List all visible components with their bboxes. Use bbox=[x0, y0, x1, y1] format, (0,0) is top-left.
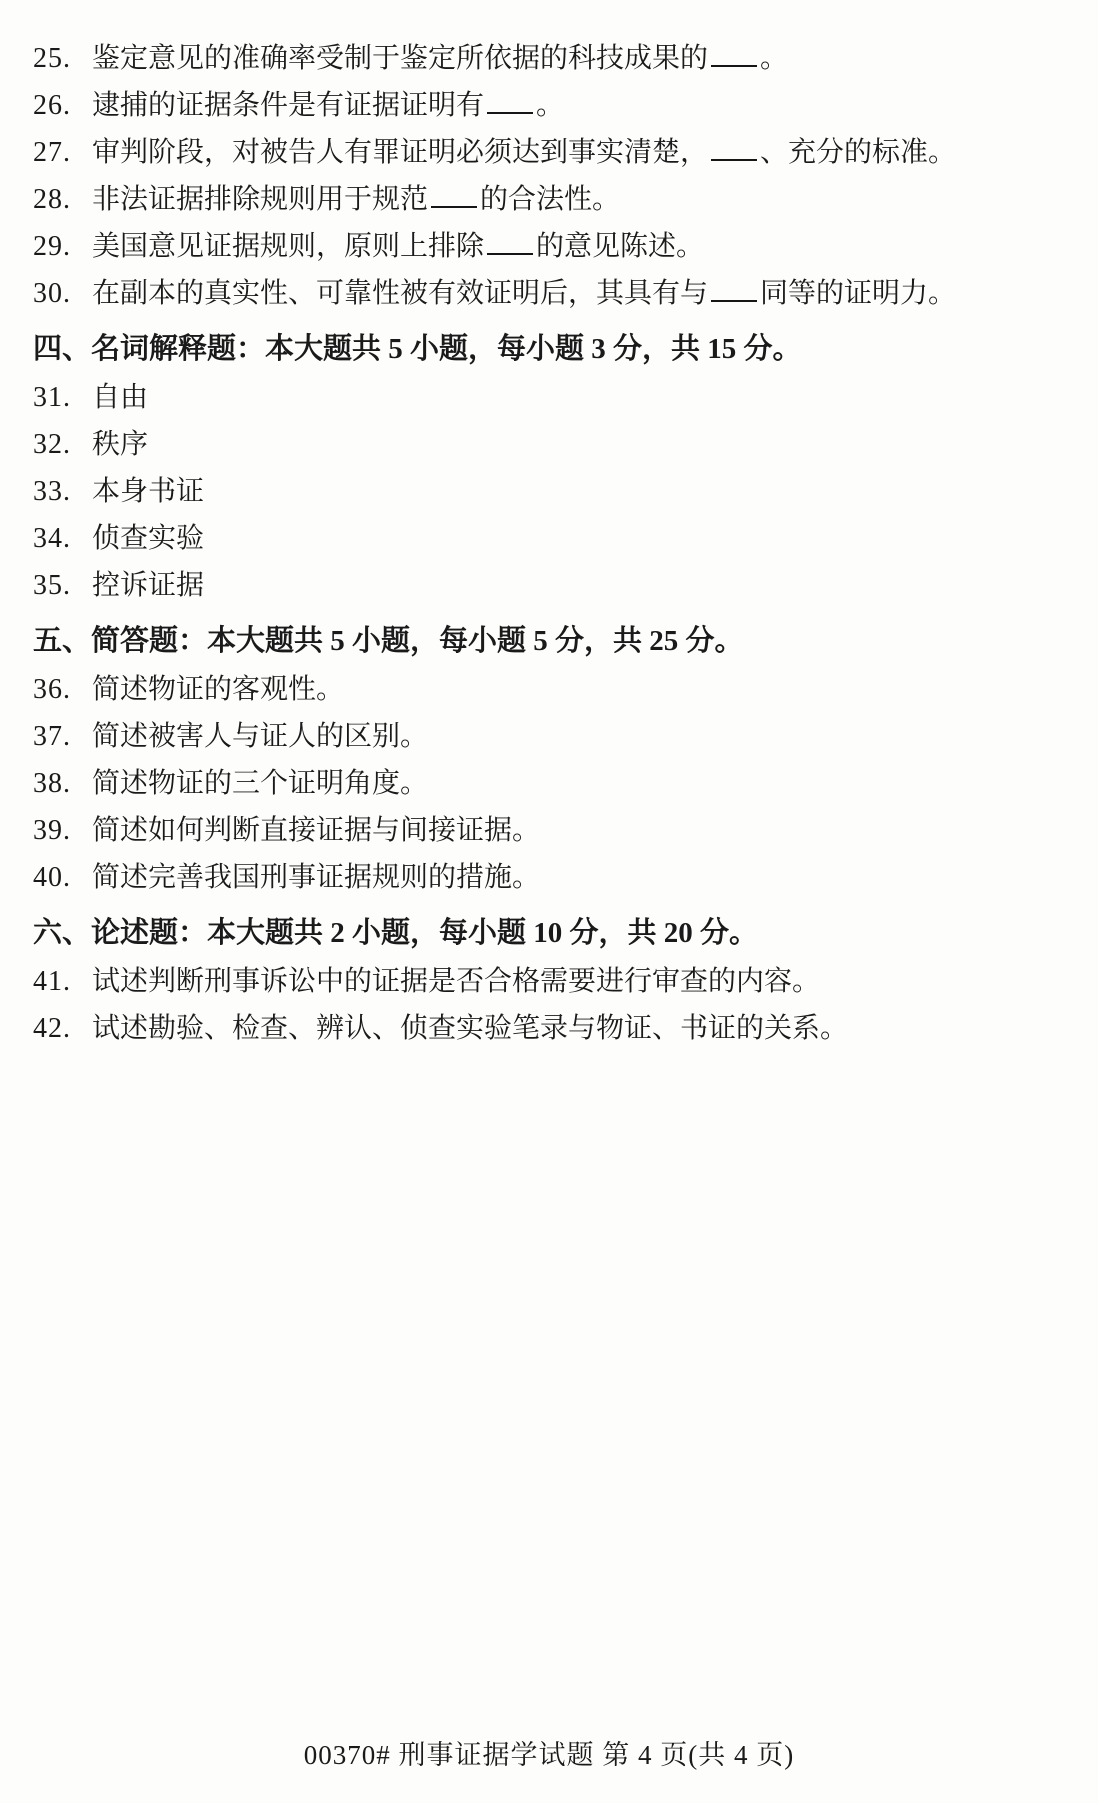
answer-blank bbox=[487, 107, 533, 114]
question-37 bbox=[33, 722, 1062, 752]
question-35 bbox=[33, 571, 1062, 601]
question-number: 29. bbox=[33, 231, 71, 262]
question-32 bbox=[33, 430, 1062, 460]
question-30 bbox=[33, 279, 1062, 309]
question-number: 35. bbox=[33, 570, 71, 601]
question-number: 26. bbox=[33, 90, 71, 121]
question-40 bbox=[33, 863, 1062, 893]
question-text-pre: 美国意见证据规则，原则上排除 bbox=[92, 231, 485, 262]
question-text-post: 。 bbox=[760, 43, 789, 74]
question-26 bbox=[33, 91, 1062, 121]
question-text-pre: 逮捕的证据条件是有证据证明有 bbox=[92, 90, 485, 121]
question-number: 25. bbox=[33, 43, 71, 74]
question-36 bbox=[33, 675, 1062, 705]
question-text-pre: 在副本的真实性、可靠性被有效证明后，其具有与 bbox=[92, 278, 709, 309]
question-number: 33. bbox=[33, 476, 71, 507]
question-number: 34. bbox=[33, 523, 71, 554]
question-text-post: 的合法性。 bbox=[480, 184, 621, 215]
question-29 bbox=[33, 232, 1062, 262]
answer-blank bbox=[711, 295, 757, 302]
section-heading-definitions: 四、名词解释题：本大题共 5 小题，每小题 3 分，共 15 分。 bbox=[33, 333, 802, 365]
question-number: 32. bbox=[33, 429, 71, 460]
question-28 bbox=[33, 185, 1062, 215]
question-text-pre: 审判阶段，对被告人有罪证明必须达到事实清楚， bbox=[92, 137, 709, 168]
question-text-post: 的意见陈述。 bbox=[536, 231, 705, 262]
question-text bbox=[92, 279, 1062, 309]
question-text-post: 同等的证明力。 bbox=[760, 278, 957, 309]
question-42 bbox=[33, 1014, 1062, 1044]
question-number: 41. bbox=[33, 966, 71, 997]
question-31 bbox=[33, 383, 1062, 413]
question-text: 简述物证的客观性。 bbox=[92, 674, 345, 705]
question-number: 36. bbox=[33, 674, 71, 705]
question-41 bbox=[33, 967, 1062, 997]
question-text: 本身书证 bbox=[92, 476, 205, 507]
question-25 bbox=[33, 44, 1062, 74]
question-text: 试述判断刑事诉讼中的证据是否合格需要进行审查的内容。 bbox=[92, 966, 821, 997]
question-text: 侦查实验 bbox=[92, 523, 205, 554]
question-text bbox=[92, 232, 1062, 262]
question-text bbox=[92, 44, 1062, 74]
answer-blank bbox=[431, 201, 477, 208]
question-34 bbox=[33, 524, 1062, 554]
answer-blank bbox=[711, 60, 757, 67]
section-heading-short-answer: 五、简答题：本大题共 5 小题，每小题 5 分，共 25 分。 bbox=[33, 625, 744, 657]
question-text: 简述物证的三个证明角度。 bbox=[92, 768, 429, 799]
question-text bbox=[92, 91, 1062, 121]
question-number: 38. bbox=[33, 768, 71, 799]
question-text: 自由 bbox=[92, 382, 149, 413]
question-39 bbox=[33, 816, 1062, 846]
question-text-pre: 鉴定意见的准确率受制于鉴定所依据的科技成果的 bbox=[92, 43, 709, 74]
question-text: 简述如何判断直接证据与间接证据。 bbox=[92, 815, 541, 846]
question-text-post: 。 bbox=[536, 90, 565, 121]
question-text bbox=[92, 138, 1062, 168]
page-footer: 00370# 刑事证据学试题 第 4 页(共 4 页) bbox=[303, 1740, 795, 1770]
question-number: 42. bbox=[33, 1013, 71, 1044]
question-text: 简述完善我国刑事证据规则的措施。 bbox=[92, 862, 541, 893]
question-33 bbox=[33, 477, 1062, 507]
question-text-pre: 非法证据排除规则用于规范 bbox=[92, 184, 429, 215]
question-number: 27. bbox=[33, 137, 71, 168]
question-number: 30. bbox=[33, 278, 71, 309]
question-text: 控诉证据 bbox=[92, 570, 205, 601]
question-number: 37. bbox=[33, 721, 71, 752]
question-number: 40. bbox=[33, 862, 71, 893]
question-number: 28. bbox=[33, 184, 71, 215]
question-text bbox=[92, 185, 1062, 215]
question-27 bbox=[33, 138, 1062, 168]
question-text: 试述勘验、检查、辨认、侦查实验笔录与物证、书证的关系。 bbox=[92, 1013, 849, 1044]
section-heading-essay: 六、论述题：本大题共 2 小题，每小题 10 分，共 20 分。 bbox=[33, 917, 759, 949]
question-number: 31. bbox=[33, 382, 71, 413]
question-38 bbox=[33, 769, 1062, 799]
exam-content bbox=[33, 44, 1062, 1061]
answer-blank bbox=[487, 248, 533, 255]
question-number: 39. bbox=[33, 815, 71, 846]
question-text-post: 、充分的标准。 bbox=[760, 137, 957, 168]
question-text: 简述被害人与证人的区别。 bbox=[92, 721, 429, 752]
answer-blank bbox=[711, 154, 757, 161]
question-text: 秩序 bbox=[92, 429, 149, 460]
